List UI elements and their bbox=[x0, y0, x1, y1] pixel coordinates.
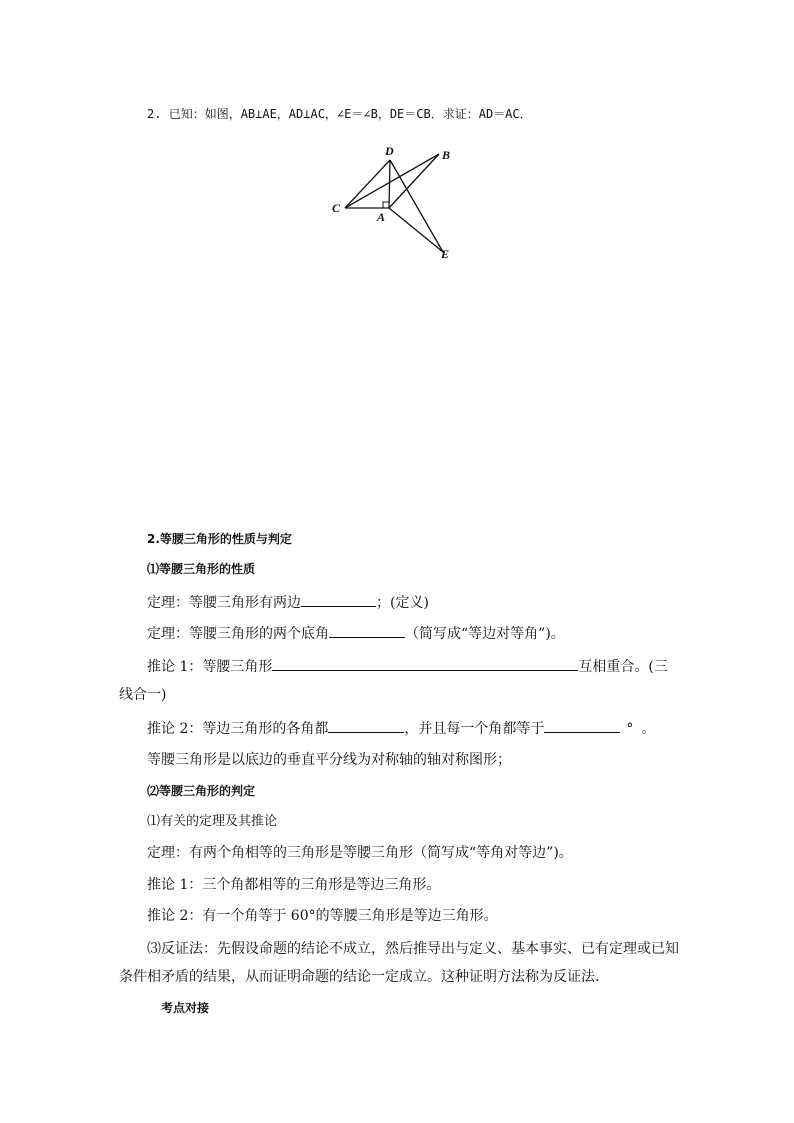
problem-statement bbox=[147, 104, 532, 124]
footer-heading: 考点对接 bbox=[161, 1001, 210, 1015]
segment-ae bbox=[389, 208, 443, 252]
theorem-1-text: 定理：等腰三角形有两边 bbox=[147, 595, 301, 611]
corollary-1-text: 推论 1：等腰三角形 bbox=[147, 659, 273, 675]
corollary-2-text: 推论 2：等边三角形的各角都 bbox=[147, 721, 329, 737]
corollary-1-suffix: 互相重合。(三 bbox=[578, 659, 668, 675]
corollary-1 bbox=[147, 656, 668, 677]
problem-number: 2. bbox=[147, 107, 162, 121]
segment-de bbox=[390, 160, 443, 252]
degree-symbol: ° bbox=[626, 721, 634, 737]
subheading-determination: ⑵等腰三角形的判定 bbox=[147, 784, 256, 798]
segment-da bbox=[389, 160, 390, 208]
blank-4[interactable] bbox=[328, 718, 404, 733]
label-e: E bbox=[441, 247, 450, 261]
label-c: C bbox=[332, 201, 341, 215]
subheading-properties: ⑴等腰三角形的性质 bbox=[147, 562, 256, 576]
section-heading: 2.等腰三角形的性质与判定 bbox=[147, 532, 292, 546]
problem-text: 已知：如图，AB⊥AE，AD⊥AC，∠E＝∠B，DE＝CB．求证：AD＝AC． bbox=[168, 107, 532, 121]
theorem-2-text: 定理：等腰三角形的两个底角 bbox=[147, 626, 329, 642]
corollary-4: 推论 2：有一个角等于 60°的等腰三角形是等边三角形。 bbox=[147, 908, 498, 924]
blank-3[interactable] bbox=[272, 656, 578, 671]
blank-1[interactable] bbox=[301, 592, 376, 607]
corollary-2 bbox=[147, 718, 655, 739]
geometry-figure bbox=[325, 140, 465, 265]
segment-cb bbox=[345, 154, 439, 208]
segment-ab bbox=[389, 154, 439, 208]
right-angle-mark bbox=[383, 202, 389, 208]
label-d: D bbox=[385, 144, 394, 158]
theorem-1 bbox=[147, 592, 429, 613]
label-a: A bbox=[377, 210, 386, 224]
symmetry-statement: 等腰三角形是以底边的垂直平分线为对称轴的轴对称图形； bbox=[147, 752, 511, 768]
contradiction-line-1: ⑶反证法：先假设命题的结论不成立，然后推导出与定义、基本事实、已有定理或已知 bbox=[147, 941, 679, 957]
segment-dc bbox=[345, 160, 390, 208]
theorem-2-suffix: （简写成“等边对等角”)。 bbox=[405, 626, 565, 642]
theorem-2 bbox=[147, 623, 565, 644]
corollary-2-middle: ，并且每一个角都等于 bbox=[404, 721, 545, 737]
theorem-1-suffix: ；(定义) bbox=[376, 595, 429, 611]
corollary-1-continuation: 线合一) bbox=[119, 687, 167, 703]
theorem-3: 定理：有两个角相等的三角形是等腰三角形（简写成“等角对等边”)。 bbox=[147, 845, 573, 861]
blank-2[interactable] bbox=[329, 623, 405, 638]
subheading-theorems: ⑴有关的定理及其推论 bbox=[147, 814, 278, 829]
label-b: B bbox=[442, 148, 451, 162]
corollary-3: 推论 1：三个角都相等的三角形是等边三角形。 bbox=[147, 877, 441, 893]
corollary-2-end: 。 bbox=[641, 721, 656, 737]
blank-5[interactable] bbox=[544, 718, 620, 733]
contradiction-line-2: 条件相矛盾的结果，从而证明命题的结论一定成立。这种证明方法称为反证法. bbox=[119, 969, 600, 985]
